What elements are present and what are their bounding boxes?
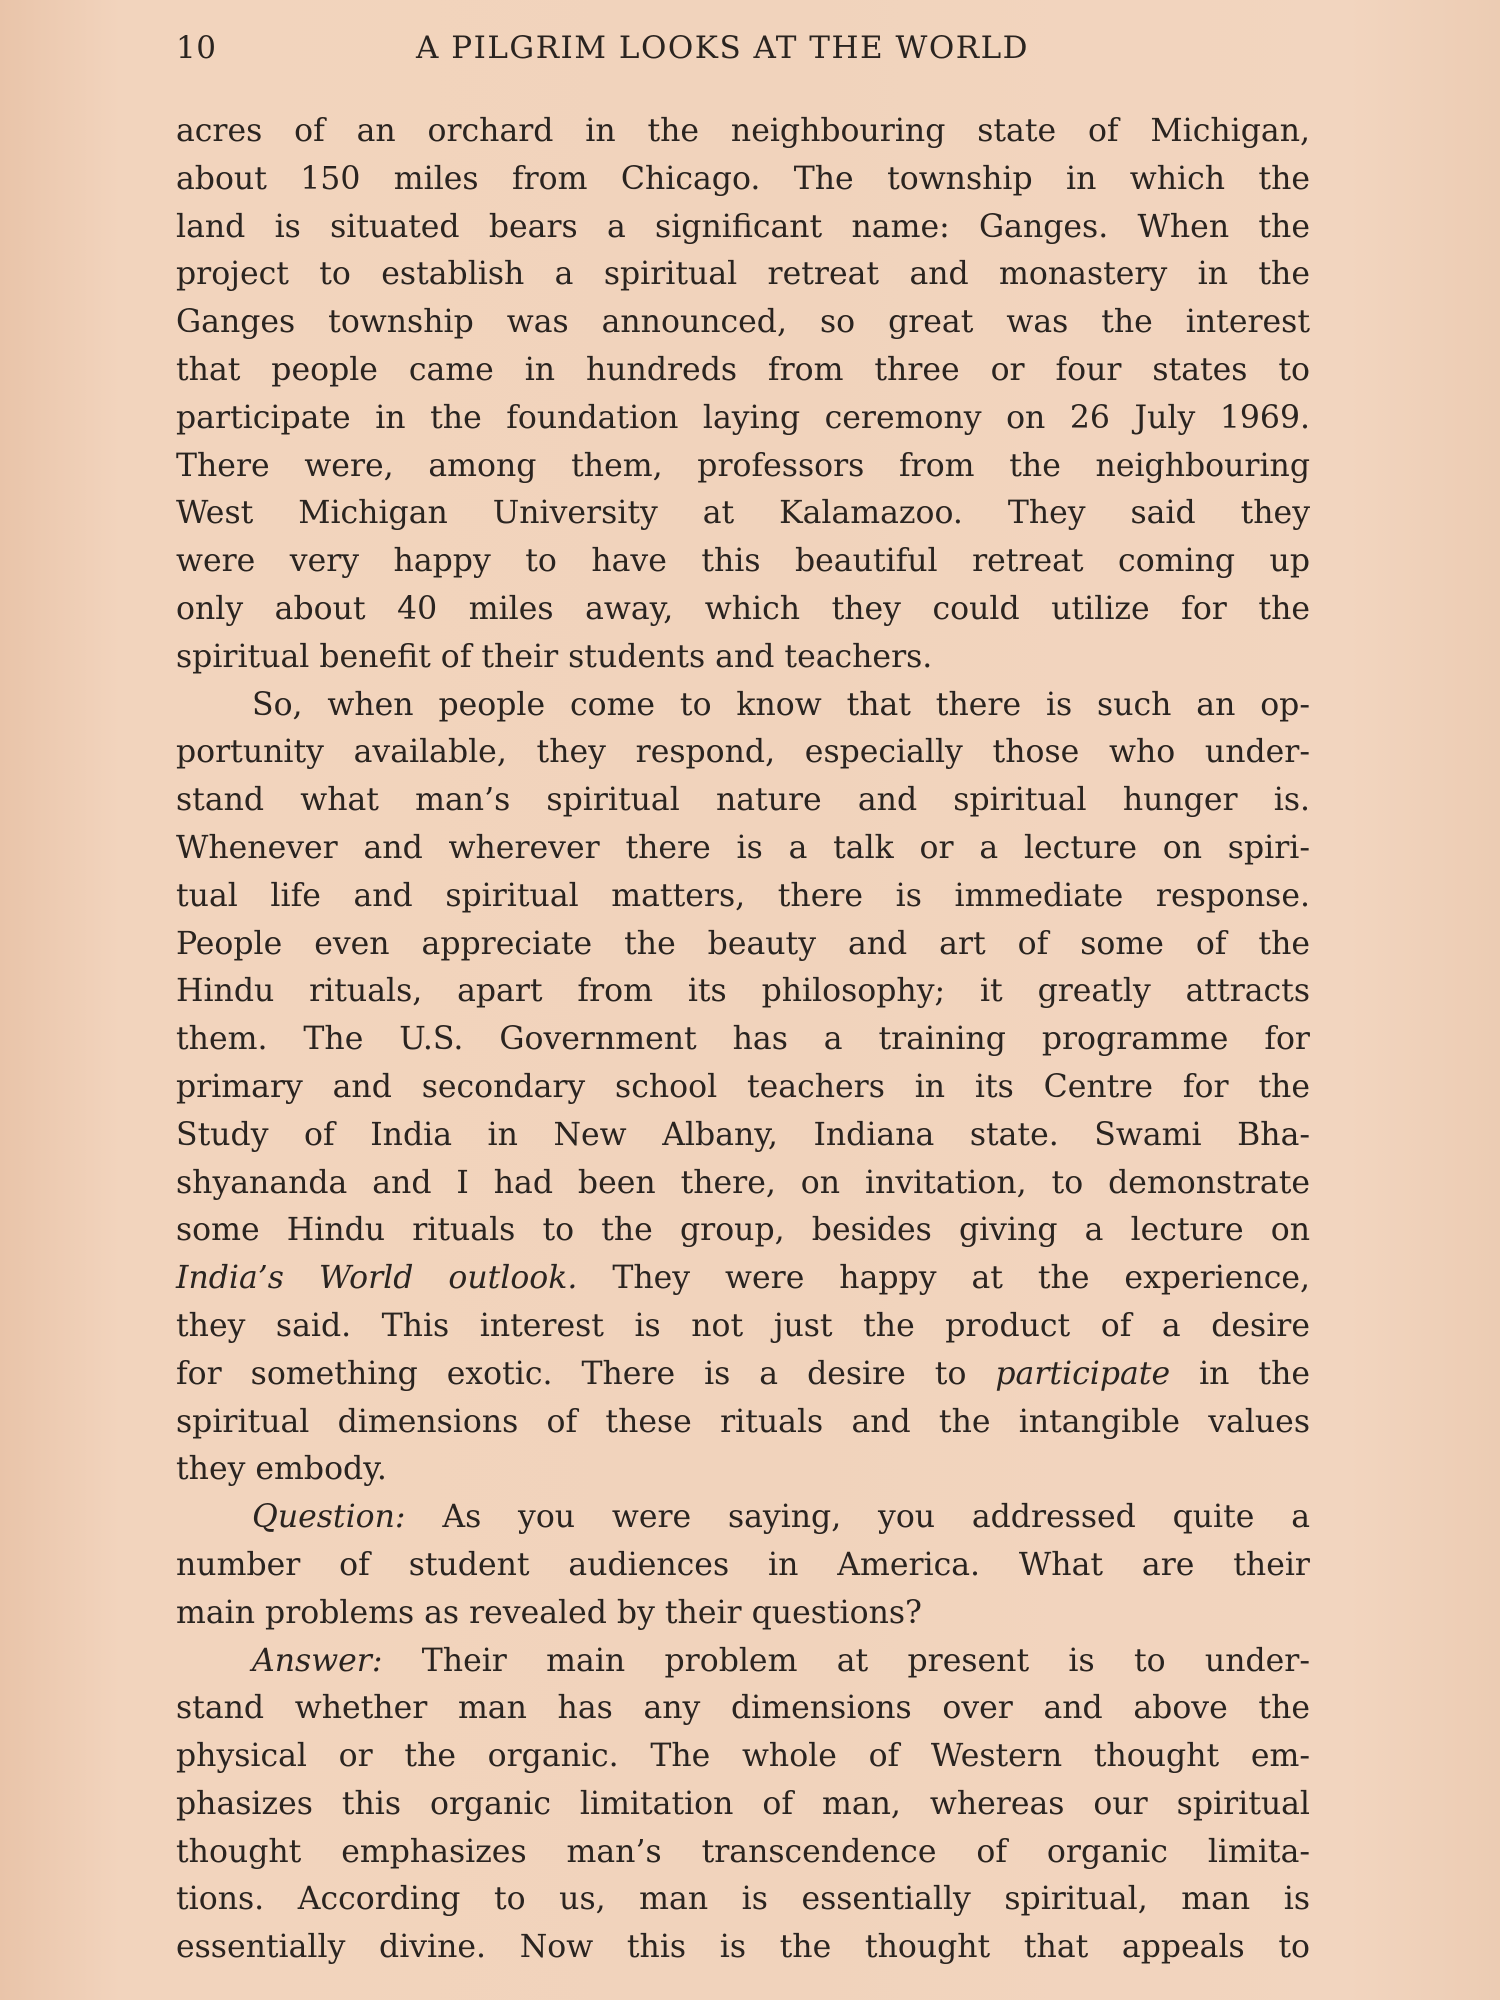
text-line: stand what man’s spiritual nature and spiritual hunger is. (176, 782, 1310, 819)
text-line: Hindu rituals, apart from its philosophy; it greatly attracts (176, 973, 1310, 1010)
text-line: primary and secondary school teachers in its Centre for the (176, 1068, 1310, 1105)
book-title: A PILGRIM LOOKS AT THE WORLD (416, 30, 1030, 66)
text-line: were very happy to have this beautiful retreat coming up (176, 543, 1310, 580)
text-line: spiritual dimensions of these rituals and the intangible values (176, 1403, 1310, 1440)
text-line: stand whether man has any dimensions over and above the (176, 1690, 1310, 1727)
text-line: shyananda and I had been there, on invitation, to demonstrate (176, 1164, 1310, 1201)
page-number: 10 (176, 30, 217, 66)
text-line: Whenever and wherever there is a talk or a lecture on spiri- (176, 829, 1310, 866)
italic-title: India’s World outlook. (176, 1260, 578, 1297)
text-line: portunity available, they respond, especially those who under- (176, 734, 1310, 771)
text-line: main problems as revealed by their questions? (176, 1594, 922, 1631)
text-line: project to establish a spiritual retreat and monastery in the (176, 256, 1310, 293)
text-line: Study of India in New Albany, Indiana state. Swami Bha- (176, 1116, 1310, 1153)
text-line: People even appreciate the beauty and art of some of the (176, 925, 1310, 962)
text-line: physical or the organic. The whole of Western thought em- (176, 1738, 1310, 1775)
text-line: land is situated bears a significant name: Ganges. When the (176, 208, 1310, 245)
text-line: acres of an orchard in the neighbouring state of Michigan, (176, 113, 1310, 149)
text-line: phasizes this organic limitation of man, whereas our spiritual (176, 1785, 1310, 1822)
text-line: spiritual benefit of their students and teachers. (176, 638, 933, 675)
text-line: Answer: Their main problem at present is to under- (252, 1642, 1310, 1679)
question-label: Question: (252, 1499, 406, 1536)
text-line: them. The U.S. Government has a training programme for (176, 1021, 1310, 1058)
text-line: they embody. (176, 1451, 387, 1488)
text-line: about 150 miles from Chicago. The township in which the (176, 160, 1310, 197)
text-line: There were, among them, professors from the neighbouring (176, 447, 1310, 484)
text-line: thought emphasizes man’s transcendence of organic limita- (176, 1833, 1310, 1870)
text-line: So, when people come to know that there is such an op- (252, 686, 1310, 723)
text-line: West Michigan University at Kalamazoo. They said they (176, 495, 1310, 532)
text-line: for something exotic. There is a desire to participate in the (176, 1355, 1310, 1392)
italic-emphasis: participate (995, 1355, 1171, 1392)
text-line: India’s World outlook. They were happy at the experience, (176, 1260, 1310, 1297)
answer-label: Answer: (252, 1642, 383, 1679)
text-line: that people came in hundreds from three or four states to (176, 351, 1310, 388)
text-line: Question: As you were saying, you addressed quite a (252, 1499, 1310, 1536)
text-line: essentially divine. Now this is the thought that appeals to (176, 1929, 1310, 1966)
text-line: they said. This interest is not just the product of a desire (176, 1307, 1310, 1344)
text-line: some Hindu rituals to the group, besides giving a lecture on (176, 1212, 1310, 1249)
text-line: Ganges township was announced, so great was the interest (176, 304, 1310, 341)
text-line: tions. According to us, man is essentially spiritual, man is (176, 1881, 1310, 1918)
running-head (176, 30, 1326, 70)
body-text (176, 108, 1310, 1972)
text-line: tual life and spiritual matters, there is immediate response. (176, 877, 1310, 914)
text-line: participate in the foundation laying ceremony on 26 July 1969. (176, 399, 1310, 436)
text-line: only about 40 miles away, which they could utilize for the (176, 590, 1310, 627)
text-line: number of student audiences in America. What are their (176, 1546, 1310, 1583)
